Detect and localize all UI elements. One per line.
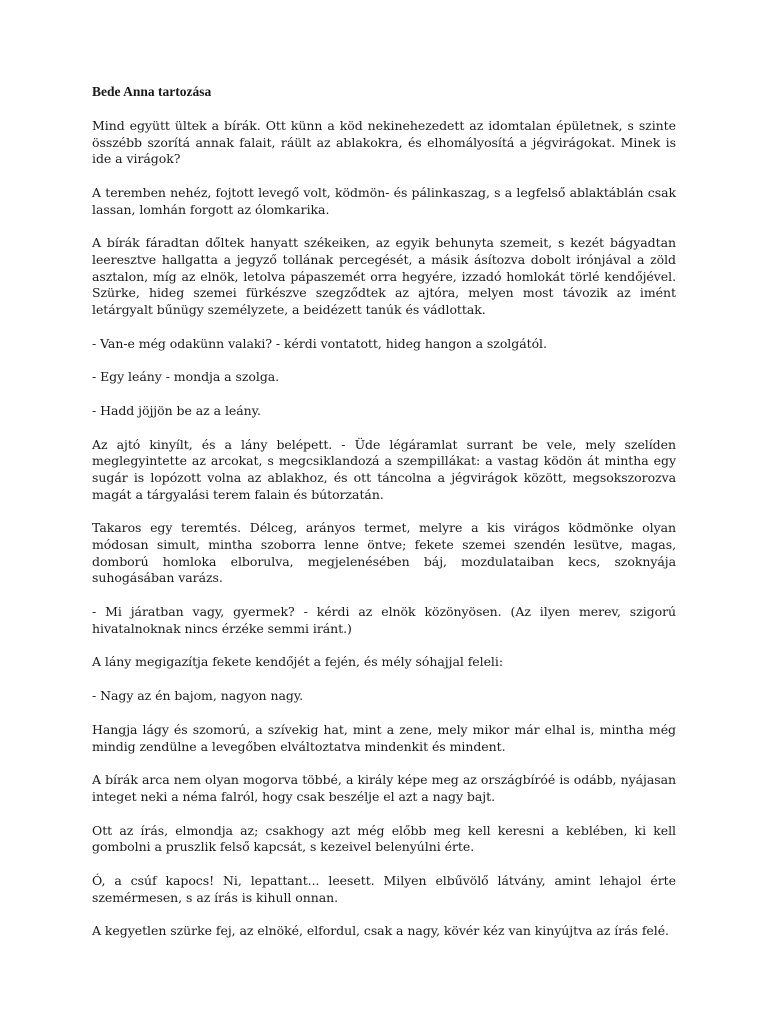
paragraph: - Nagy az én bajom, nagyon nagy. xyxy=(92,688,304,704)
paragraph: A lány megigazítja fekete kendőjét a fején, és mély sóhajjal feleli: xyxy=(92,654,503,670)
paragraph: Takaros egy teremtés. Délceg, arányos termet, melyre a kis virágos ködmönke olyan módosan simult, mintha szoborra lenne öntve; fekete szemei szendén lesütve, magas, domború homloka elborulva, megjelenésében báj, mozdulataiban kecs, szoknyája suhogásában varázs. xyxy=(92,520,676,586)
paragraph: - Van-e még odakünn valaki? - kérdi vontatott, hideg hangon a szolgától. xyxy=(92,335,547,351)
document-title: Bede Anna tartozása xyxy=(92,84,212,99)
paragraph: - Egy leány - mondja a szolga. xyxy=(92,369,280,385)
paragraph: A bírák fáradtan dőltek hanyatt székeiken, az egyik behunyta szemeit, s kezét bágyadtan leeresztve hallgatta a jegyző tollának percegését, a másik ásítozva dobolt irónjával a zöld asztalon, míg az elnök, letolva pápaszemét orra hegyére, izzadó homlokát törlé kendőjével. Szürke, hideg szemei fürkészve szegződtek az ajtóra, melyen most távozik az imént letárgyalt bűnügy személyzete, a beidézett tanúk és vádlottak. xyxy=(92,235,676,317)
paragraph: - Mi járatban vagy, gyermek? - kérdi az elnök közönyösen. (Az ilyen merev, szigorú hivatalnoknak nincs érzéke semmi iránt.) xyxy=(92,603,676,636)
paragraph: Ó, a csúf kapocs! Ni, lepattant... leesett. Milyen elbűvölő látvány, amint lehajol érte szemérmesen, s az írás is kihull onnan. xyxy=(92,873,676,905)
paragraph: A bírák arca nem olyan mogorva többé, a király képe meg az országbíróé is odább, nyájasan integet neki a néma falról, hogy csak beszélje el azt a nagy bajt. xyxy=(92,772,676,804)
paragraph: Hangja lágy és szomorú, a szívekig hat, mint a zene, mely mikor már elhal is, mintha még mindig zendülne a levegőben elváltoztatva mindenkit és mindent. xyxy=(92,721,676,754)
document-page xyxy=(92,83,676,957)
paragraph: - Hadd jöjjön be az a leány. xyxy=(92,403,261,419)
paragraph: Ott az írás, elmondja az; csakhogy azt még előbb meg kell keresni a keblében, ki kell gombolni a pruszlik felső kapcsát, s kezeivel belenyúlni érte. xyxy=(92,822,676,855)
paragraph: A kegyetlen szürke fej, az elnöké, elfordul, csak a nagy, kövér kéz van kinyújtva az írás felé. xyxy=(92,923,669,939)
paragraph: Mind együtt ültek a bírák. Ott künn a köd nekinehezedett az idomtalan épületnek, s szinte összébb szorítá annak falait, ráült az ablakokra, és elhomályosítá a jégvirágokat. Minek is ide a virágok? xyxy=(92,118,676,167)
paragraph: Az ajtó kinyílt, és a lány belépett. - Üde légáramlat surrant be vele, mely szelíden meglegyintette az arcokat, s megcsiklandozá a szempillákat: a vastag ködön át mintha egy sugár is lopózott volna az ablakhoz, és ott táncolna a jégvirágok között, megsokszorozva magát a tárgyalási terem falain és bútorzatán. xyxy=(92,436,676,502)
paragraph: A teremben nehéz, fojtott levegő volt, ködmön- és pálinkaszag, s a legfelső ablaktáblán csak lassan, lomhán forgott az ólomkarika. xyxy=(92,184,676,217)
